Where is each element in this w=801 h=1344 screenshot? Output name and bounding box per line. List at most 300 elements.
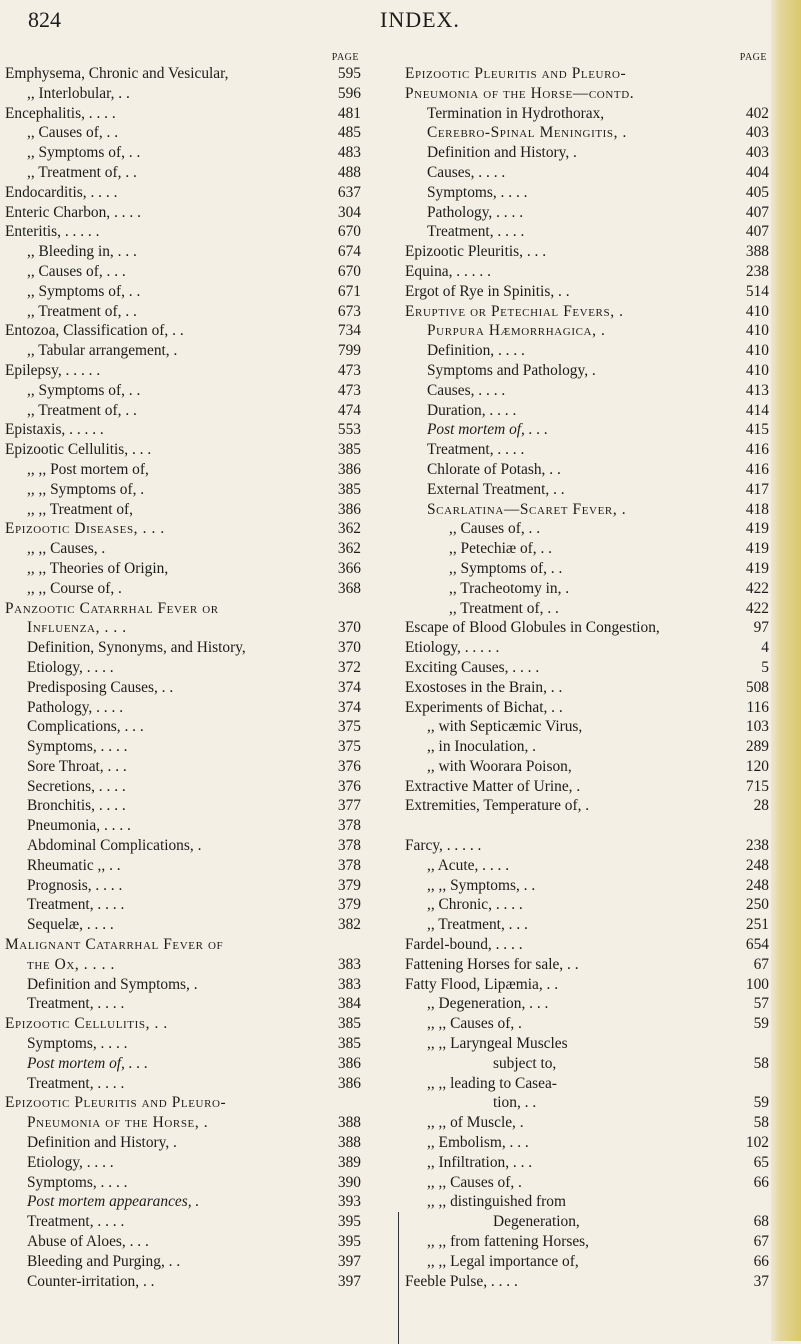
- index-entry: [5, 915, 361, 935]
- index-term: Causes, . . . .: [427, 381, 506, 399]
- index-term: ,, Acute, . . . .: [427, 856, 510, 874]
- index-term: Emphysema, Chronic and Vesicular,: [5, 65, 229, 82]
- index-page-ref: 415: [745, 421, 769, 439]
- index-entry: [5, 1212, 361, 1232]
- index-term: Etiology, . . . .: [27, 658, 114, 676]
- index-term: ,, ,, Causes, .: [27, 540, 106, 558]
- index-entry: [5, 579, 361, 599]
- index-entry: [5, 559, 361, 579]
- index-entry: [5, 104, 361, 124]
- index-page-ref: 102: [745, 1134, 769, 1152]
- index-entry: [405, 222, 769, 242]
- index-entry: [405, 123, 769, 143]
- index-entry: [405, 1192, 769, 1212]
- index-entry: [5, 401, 361, 421]
- index-entry: [405, 440, 769, 460]
- index-entry: [5, 1034, 361, 1054]
- index-entry: [405, 401, 769, 421]
- index-page-ref: 68: [753, 1213, 769, 1231]
- index-term: ,, Causes of, . .: [449, 520, 541, 538]
- index-term: Enteritis, . . . . .: [5, 223, 100, 241]
- index-term: ,, Tabular arrangement, .: [27, 342, 178, 360]
- index-page-ref: 419: [745, 540, 769, 558]
- index-term: Pathology, . . . .: [27, 698, 124, 716]
- index-page-ref: 251: [745, 916, 769, 934]
- index-entry: [5, 460, 361, 480]
- index-entry: [5, 222, 361, 242]
- index-term: Panzootic Catarrhal Fever or: [5, 599, 219, 617]
- index-term: Sequelæ, . . . .: [27, 916, 114, 934]
- index-page-ref: 384: [337, 995, 361, 1013]
- index-page-ref: 385: [337, 1015, 361, 1033]
- index-term: Scarlatina—Scaret Fever, .: [427, 500, 627, 518]
- index-page-ref: 58: [753, 1114, 769, 1132]
- index-term: ,, ,, Symptoms, . .: [427, 876, 536, 894]
- index-page-ref: 362: [337, 520, 361, 538]
- index-entry: [5, 757, 361, 777]
- index-entry: [5, 500, 361, 520]
- index-page-ref: 407: [745, 223, 769, 241]
- index-page-ref: 670: [337, 223, 361, 241]
- index-entry: [405, 856, 769, 876]
- index-page-ref: 120: [745, 757, 769, 775]
- index-term: Complications, . . .: [27, 718, 144, 736]
- index-term: Causes, . . . .: [427, 163, 506, 181]
- index-page-ref: 116: [746, 698, 769, 716]
- index-entry: [5, 1173, 361, 1193]
- index-entry: [405, 143, 769, 163]
- index-term: Fardel-bound, . . . .: [405, 936, 523, 954]
- index-entry: [5, 1133, 361, 1153]
- index-term: Epizootic Pleuritis and Pleuro-: [5, 1094, 227, 1112]
- index-page-ref: 4: [761, 639, 769, 657]
- index-entry: [5, 1014, 361, 1034]
- index-page-ref: 378: [337, 817, 361, 835]
- index-term: Treatment, . . . .: [27, 1213, 125, 1231]
- page-column-label: PAGE: [331, 52, 359, 63]
- index-term: Counter-irritation, . .: [27, 1272, 155, 1290]
- index-entry: [5, 777, 361, 797]
- index-term: ,, Chronic, . . . .: [427, 896, 523, 914]
- index-page-ref: 419: [745, 520, 769, 538]
- index-term: ,, Bleeding in, . . .: [27, 243, 137, 261]
- index-page-ref: 368: [337, 579, 361, 597]
- index-term: Symptoms, . . . .: [27, 738, 128, 756]
- index-term: Treatment, . . . .: [27, 995, 125, 1013]
- index-page-ref: 374: [337, 698, 361, 716]
- index-term: Epizootic Pleuritis and Pleuro-: [405, 65, 627, 82]
- index-term: Duration, . . . .: [427, 401, 517, 419]
- index-term: Cerebro-Spinal Meningitis, .: [427, 124, 627, 142]
- index-entry: [5, 282, 361, 302]
- index-entry: [5, 895, 361, 915]
- index-page-ref: 65: [753, 1153, 769, 1171]
- index-column-left: [5, 52, 361, 1291]
- index-term: Treatment, . . . .: [27, 1074, 125, 1092]
- index-page-ref: 103: [745, 718, 769, 736]
- index-entry: [405, 381, 769, 401]
- index-page-ref: 673: [337, 302, 361, 320]
- index-page-ref: 404: [745, 163, 769, 181]
- index-term: Chlorate of Potash, . .: [427, 460, 561, 478]
- index-entry: [405, 84, 769, 104]
- index-page-ref: 248: [745, 876, 769, 894]
- index-entry: [405, 796, 769, 816]
- index-term: Epizootic Cellulitis, . . .: [5, 441, 152, 459]
- index-page-ref: 416: [745, 460, 769, 478]
- index-term: subject to,: [493, 1054, 557, 1072]
- index-entry: [5, 1192, 361, 1212]
- index-page-ref: 375: [337, 718, 361, 736]
- index-term: ,, in Inoculation, .: [427, 738, 536, 756]
- index-term: ,, ,, Treatment of,: [27, 500, 134, 518]
- index-term: Definition, . . . .: [427, 342, 525, 360]
- column-divider: [398, 1212, 399, 1344]
- index-term: ,, Tracheotomy in, .: [449, 579, 570, 597]
- index-term: Epizootic Cellulitis, . .: [5, 1015, 168, 1033]
- index-page-ref: 385: [337, 1035, 361, 1053]
- index-entry: [405, 935, 769, 955]
- index-entry: [5, 1252, 361, 1272]
- index-entry: [5, 420, 361, 440]
- index-term: Termination in Hydrothorax,: [427, 104, 605, 122]
- index-term: Farcy, . . . . .: [405, 837, 482, 855]
- index-page-ref: 474: [337, 401, 361, 419]
- index-entry: [405, 1173, 769, 1193]
- index-entry: [405, 500, 769, 520]
- index-term: the Ox, . . . .: [27, 955, 115, 973]
- index-page-ref: 375: [337, 738, 361, 756]
- index-page-ref: 386: [337, 1054, 361, 1072]
- index-term: Abuse of Aloes, . . .: [27, 1233, 149, 1251]
- index-term: Equina, . . . . .: [405, 262, 491, 280]
- index-term: Pneumonia of the Horse, .: [27, 1114, 209, 1132]
- index-page-ref: 414: [745, 401, 769, 419]
- index-entry: [405, 559, 769, 579]
- index-page-ref: 238: [745, 262, 769, 280]
- index-entry: [405, 876, 769, 896]
- index-entry: [405, 480, 769, 500]
- index-term: ,, Treatment of, . .: [27, 401, 137, 419]
- index-page-ref: 385: [337, 441, 361, 459]
- index-term: ,, Treatment, . . .: [427, 916, 528, 934]
- index-page-ref: 379: [337, 896, 361, 914]
- index-term: ,, Treatment of, . .: [27, 163, 137, 181]
- index-page-ref: 382: [337, 916, 361, 934]
- index-entry: [5, 361, 361, 381]
- index-term: Degeneration,: [493, 1213, 580, 1231]
- index-page-ref: 674: [337, 243, 361, 261]
- index-page-ref: 671: [337, 282, 361, 300]
- index-term: Pneumonia of the Horse—contd.: [405, 84, 635, 102]
- index-entry: [5, 302, 361, 322]
- index-entry: [405, 618, 769, 638]
- index-entry: [5, 242, 361, 262]
- index-page-ref: 250: [745, 896, 769, 914]
- index-page-ref: 390: [337, 1173, 361, 1191]
- index-entry: [5, 856, 361, 876]
- index-page-ref: [735, 84, 769, 104]
- index-page-ref: 397: [337, 1272, 361, 1290]
- index-entry: [405, 163, 769, 183]
- index-page-ref: 734: [337, 322, 361, 340]
- index-page-ref: 374: [337, 678, 361, 696]
- index-entry: [5, 1113, 361, 1133]
- index-term: Secretions, . . . .: [27, 777, 126, 795]
- index-term: Epizootic Pleuritis, . . .: [405, 243, 547, 261]
- index-entry: [5, 321, 361, 341]
- index-page-ref: 383: [337, 955, 361, 973]
- index-term: Epistaxis, . . . . .: [5, 421, 104, 439]
- index-entry: [5, 658, 361, 678]
- index-term: Rheumatic ,, . .: [27, 856, 121, 874]
- index-term: ,, Infiltration, . . .: [427, 1153, 533, 1171]
- index-entry: [405, 955, 769, 975]
- index-term: Symptoms, . . . .: [27, 1035, 128, 1053]
- index-term: ,, ,, Causes of, .: [427, 1173, 522, 1191]
- index-term: Purpura Hæmorrhagica, .: [427, 322, 606, 340]
- index-entry: [405, 1133, 769, 1153]
- index-page-ref: 366: [337, 559, 361, 577]
- index-entry: [405, 1153, 769, 1173]
- index-entry: [5, 163, 361, 183]
- index-page-ref: 389: [337, 1153, 361, 1171]
- index-page-ref: 393: [337, 1193, 361, 1211]
- index-page-ref: 57: [753, 995, 769, 1013]
- index-page-ref: 483: [337, 144, 361, 162]
- index-term: ,, Degeneration, . . .: [427, 995, 549, 1013]
- index-entry: [405, 282, 769, 302]
- index-entry: [405, 1093, 769, 1113]
- index-entry: [5, 836, 361, 856]
- index-term: ,, ,, Theories of Origin,: [27, 559, 169, 577]
- index-term: ,, with Septicæmic Virus,: [427, 718, 583, 736]
- index-page-ref: 508: [745, 678, 769, 696]
- index-page-ref: 66: [753, 1173, 769, 1191]
- index-entry: [5, 519, 361, 539]
- index-entry: [5, 994, 361, 1014]
- index-term: ,, Embolism, . . .: [427, 1134, 529, 1152]
- index-page-ref: 397: [337, 1252, 361, 1270]
- index-term: Ergot of Rye in Spinitis, . .: [405, 282, 570, 300]
- index-page-ref: 386: [337, 460, 361, 478]
- page-column-label: PAGE: [739, 52, 767, 63]
- index-term: Symptoms, . . . .: [427, 183, 528, 201]
- index-entry: [5, 203, 361, 223]
- index-term: Prognosis, . . . .: [27, 876, 123, 894]
- index-term: Abdominal Complications, .: [27, 837, 202, 855]
- index-entry: [405, 579, 769, 599]
- index-term: External Treatment, . .: [427, 480, 565, 498]
- index-page-ref: 416: [745, 441, 769, 459]
- index-entry: [405, 361, 769, 381]
- index-entry: [405, 1232, 769, 1252]
- index-term: tion, . .: [493, 1094, 537, 1112]
- index-term: Symptoms, . . . .: [27, 1173, 128, 1191]
- index-entry: [405, 1034, 769, 1054]
- index-entry: [405, 836, 769, 856]
- index-entry: [5, 955, 361, 975]
- index-entry: [5, 341, 361, 361]
- index-entry: [405, 1074, 769, 1094]
- index-term: Entozoa, Classification of, . .: [5, 322, 184, 340]
- index-page-ref: 248: [745, 856, 769, 874]
- index-entry: [5, 143, 361, 163]
- index-page-ref: [735, 64, 769, 84]
- index-term: Treatment, . . . .: [427, 223, 525, 241]
- index-page-ref: 383: [337, 975, 361, 993]
- index-term: Definition, Synonyms, and History,: [27, 639, 246, 657]
- index-entry: [405, 915, 769, 935]
- index-page-ref: 654: [745, 936, 769, 954]
- index-term: Sore Throat, . . .: [27, 757, 127, 775]
- index-page-ref: 377: [337, 797, 361, 815]
- index-page-ref: 417: [745, 480, 769, 498]
- index-page-ref: 238: [745, 837, 769, 855]
- index-entry: [405, 777, 769, 797]
- index-page-ref: 59: [753, 1094, 769, 1112]
- index-entry: [405, 895, 769, 915]
- index-page-ref: [327, 1093, 361, 1113]
- index-entry: [5, 440, 361, 460]
- index-term: ,, Symptoms of, . .: [449, 559, 563, 577]
- index-term: Bleeding and Purging, . .: [27, 1252, 181, 1270]
- index-page-ref: 59: [753, 1015, 769, 1033]
- index-page-ref: 514: [745, 282, 769, 300]
- index-term: Treatment, . . . .: [27, 896, 125, 914]
- index-page-ref: 402: [745, 104, 769, 122]
- index-entry: [5, 737, 361, 757]
- index-entry: [405, 420, 769, 440]
- index-term: Definition and Symptoms, .: [27, 975, 198, 993]
- index-page-ref: 385: [337, 480, 361, 498]
- index-page-ref: 379: [337, 876, 361, 894]
- index-entry: [405, 678, 769, 698]
- index-term: Fatty Flood, Lipæmia, . .: [405, 975, 559, 993]
- index-entry: [405, 1212, 769, 1232]
- index-term: ,, ,, distinguished from: [427, 1193, 566, 1211]
- index-page-ref: 386: [337, 1074, 361, 1092]
- index-page-ref: 28: [753, 797, 769, 815]
- index-entry: [405, 737, 769, 757]
- index-page-ref: 378: [337, 837, 361, 855]
- index-entry: [405, 658, 769, 678]
- index-term: Fattening Horses for sale, . .: [405, 955, 579, 973]
- index-entry: [405, 1252, 769, 1272]
- index-entry: [5, 123, 361, 143]
- index-page-ref: 422: [745, 599, 769, 617]
- index-term: Definition and History, .: [427, 144, 577, 162]
- index-page-ref: 422: [745, 579, 769, 597]
- index-term: Symptoms and Pathology, .: [427, 361, 596, 379]
- index-entry: [405, 975, 769, 995]
- index-page-ref: 289: [745, 738, 769, 756]
- index-term: ,, with Woorara Poison,: [427, 757, 572, 775]
- index-entry: [405, 203, 769, 223]
- index-entry: [5, 1074, 361, 1094]
- index-term: Influenza, . . .: [27, 619, 127, 637]
- index-page-ref: 388: [745, 243, 769, 261]
- index-entry: [5, 975, 361, 995]
- index-entry: [5, 262, 361, 282]
- index-term: ,, Treatment of, . .: [27, 302, 137, 320]
- page-number: 824: [28, 7, 61, 32]
- index-page-ref: 410: [745, 361, 769, 379]
- index-page-ref: 395: [337, 1213, 361, 1231]
- index-term: Pneumonia, . . . .: [27, 817, 131, 835]
- index-page-ref: [735, 1034, 769, 1054]
- index-term: ,, ,, of Muscle, .: [427, 1114, 524, 1132]
- index-entry: [405, 638, 769, 658]
- index-page-ref: 97: [753, 619, 769, 637]
- index-term: Definition and History, .: [27, 1134, 177, 1152]
- index-page-ref: 405: [745, 183, 769, 201]
- index-term: ,, ,, Laryngeal Muscles: [427, 1035, 568, 1053]
- index-term: ,, Causes of, . .: [27, 124, 119, 142]
- index-entry: [5, 1054, 361, 1074]
- index-page-ref: 403: [745, 124, 769, 142]
- index-term: Feeble Pulse, . . . .: [405, 1272, 518, 1290]
- index-entry: [5, 64, 361, 84]
- index-entry: [405, 64, 769, 84]
- index-term: Post mortem appearances, .: [27, 1193, 200, 1211]
- index-term: ,, Causes of, . . .: [27, 262, 126, 280]
- index-page-ref: 488: [337, 163, 361, 181]
- index-term: Experiments of Bichat, . .: [405, 698, 563, 716]
- index-page-ref: 473: [337, 361, 361, 379]
- index-page-ref: 595: [337, 65, 361, 82]
- index-page-ref: 67: [753, 955, 769, 973]
- index-page-ref: 407: [745, 203, 769, 221]
- index-page-ref: 410: [745, 302, 769, 320]
- index-page-ref: 670: [337, 262, 361, 280]
- index-entry: [405, 757, 769, 777]
- index-column-right: [405, 52, 769, 1291]
- index-entry: [5, 678, 361, 698]
- index-entry: [405, 183, 769, 203]
- index-page-ref: 362: [337, 540, 361, 558]
- index-entry: [405, 104, 769, 124]
- index-entry: [405, 262, 769, 282]
- index-page-ref: 413: [745, 381, 769, 399]
- index-term: ,, ,, Legal importance of,: [427, 1252, 579, 1270]
- index-page-ref: 799: [337, 342, 361, 360]
- index-term: ,, ,, Symptoms of, .: [27, 480, 145, 498]
- index-page-ref: 410: [745, 342, 769, 360]
- index-term: Endocarditis, . . . .: [5, 183, 118, 201]
- index-term: Etiology, . . . . .: [405, 639, 500, 657]
- index-page-ref: 370: [337, 639, 361, 657]
- index-term: ,, ,, from fattening Horses,: [427, 1233, 589, 1251]
- index-entry: [405, 994, 769, 1014]
- index-entry: [5, 381, 361, 401]
- index-entry: [405, 1272, 769, 1292]
- index-term: Exostoses in the Brain, . .: [405, 678, 563, 696]
- index-entry: [5, 876, 361, 896]
- index-entry: [5, 84, 361, 104]
- index-page-ref: 378: [337, 856, 361, 874]
- index-page-ref: 66: [753, 1252, 769, 1270]
- index-entry: [405, 519, 769, 539]
- index-term: Epilepsy, . . . . .: [5, 361, 101, 379]
- index-page-ref: 304: [337, 203, 361, 221]
- index-term: Extremities, Temperature of, .: [405, 797, 590, 815]
- index-page-ref: 485: [337, 124, 361, 142]
- index-entry: [405, 460, 769, 480]
- index-page-ref: 481: [337, 104, 361, 122]
- index-entry: [5, 796, 361, 816]
- index-entry: [405, 1113, 769, 1133]
